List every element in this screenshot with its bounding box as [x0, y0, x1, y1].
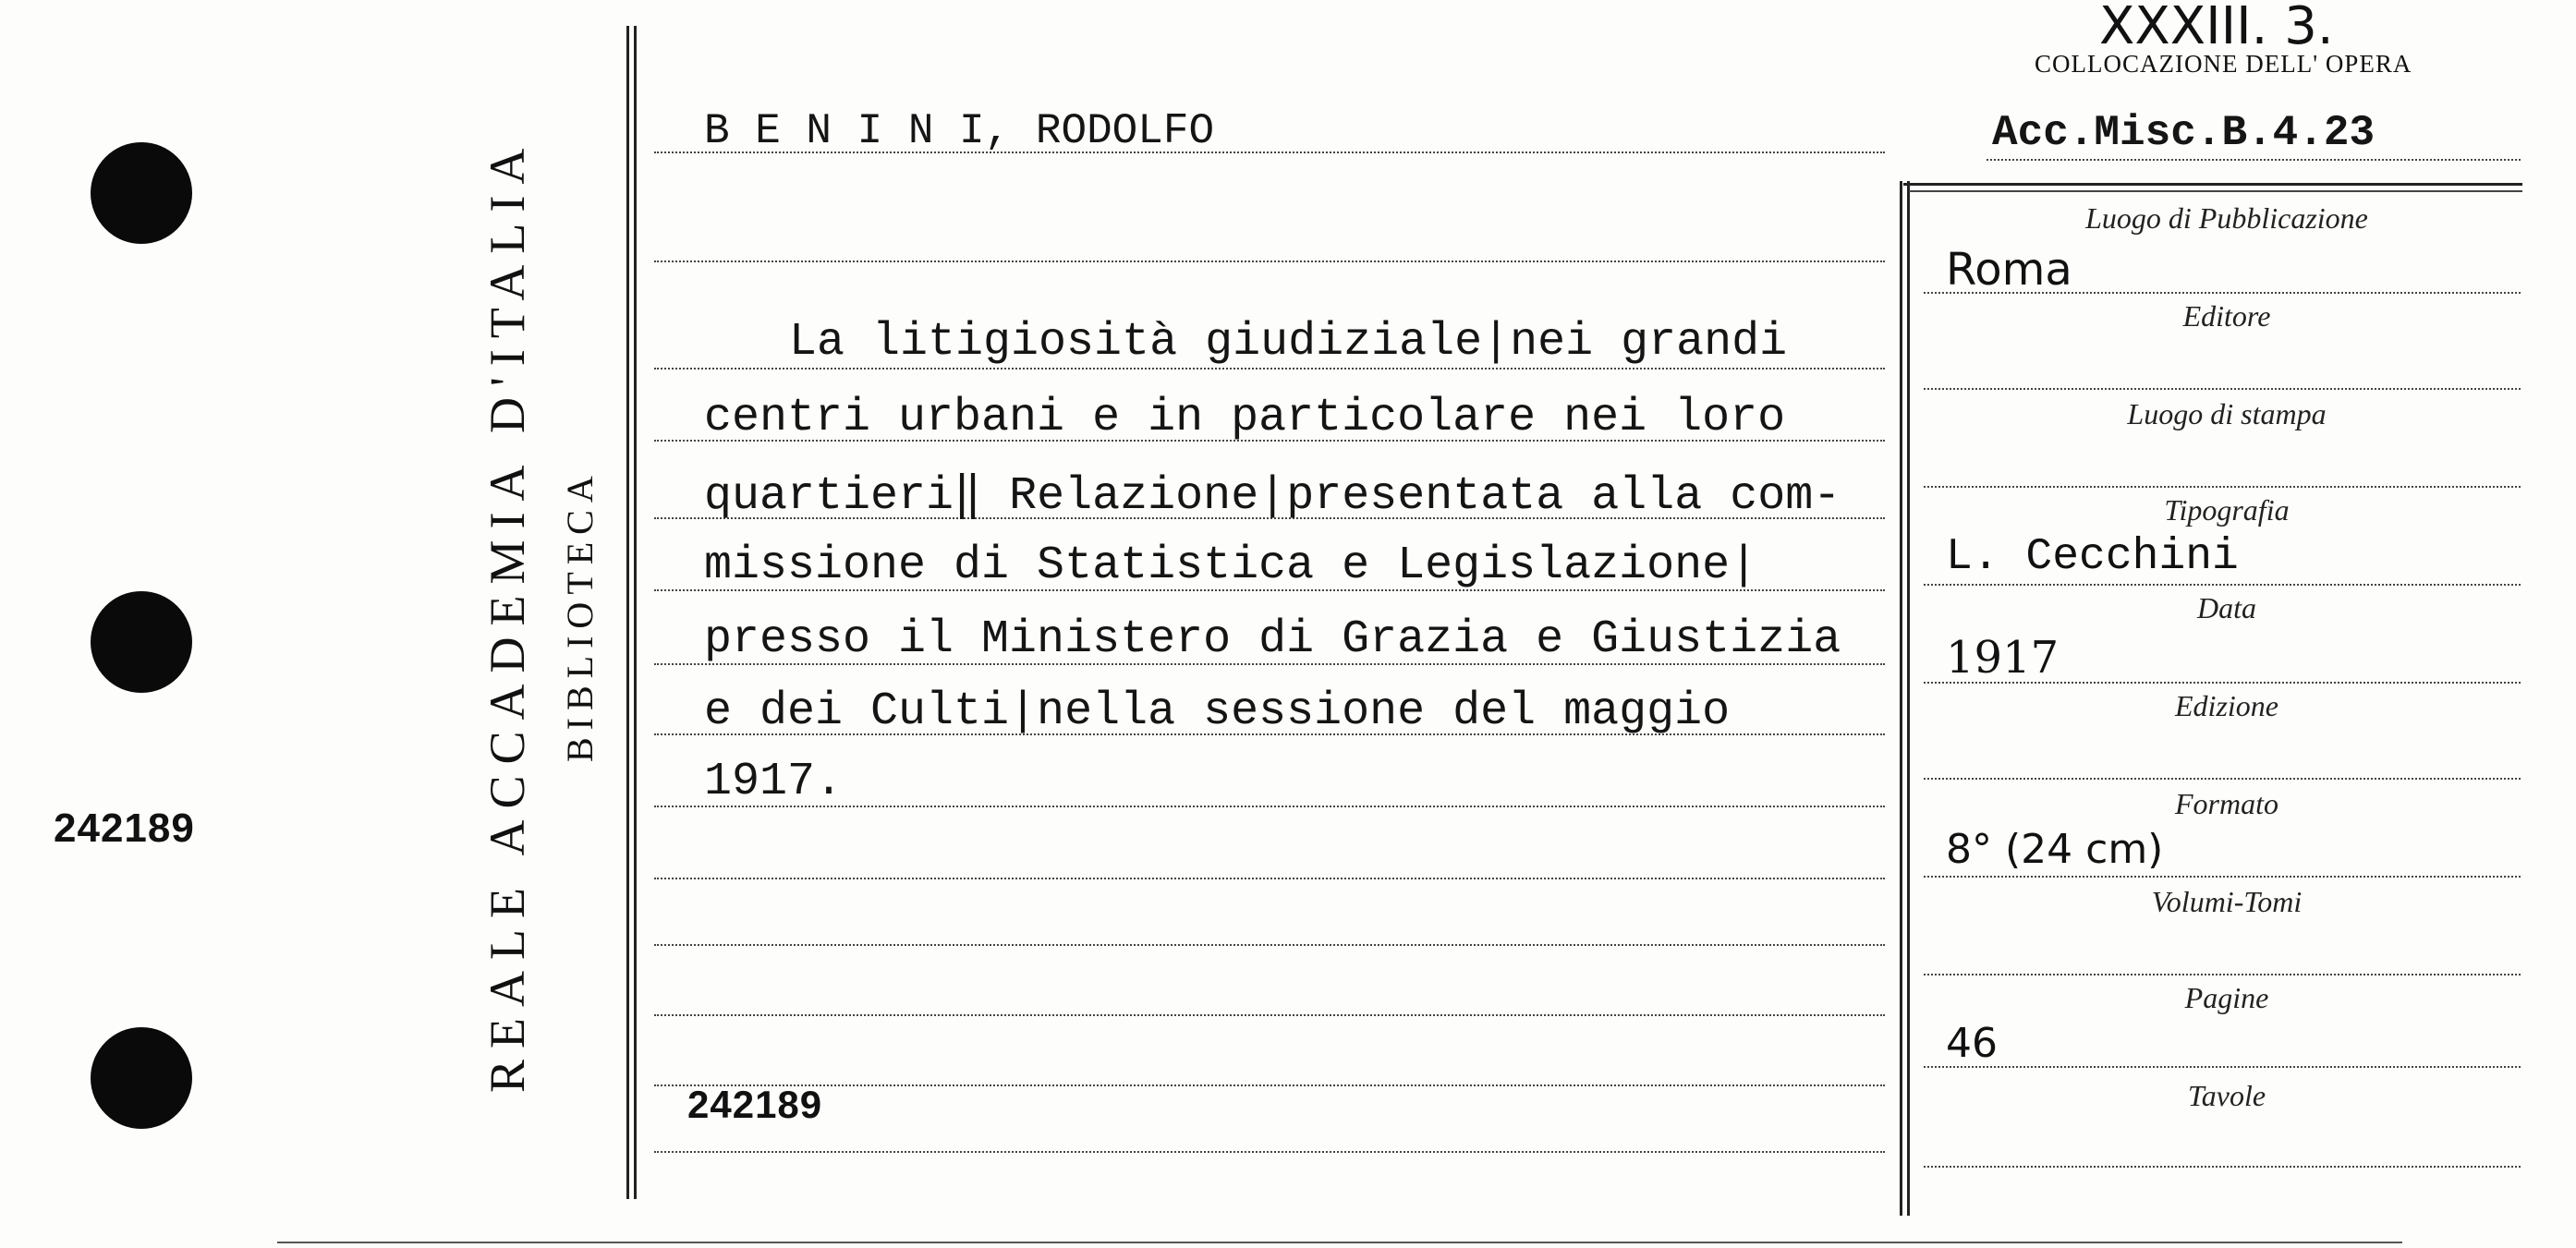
edizione-label: Edizione	[2175, 689, 2278, 722]
right-rule-4	[1924, 584, 2521, 586]
right-rule-7	[1924, 876, 2521, 878]
pagine-label: Pagine	[2184, 981, 2269, 1014]
main-rule-2	[654, 261, 1885, 262]
punch-hole-middle	[91, 591, 192, 693]
tipografia-value: L. Cecchini	[1946, 532, 2239, 582]
luogo-pubblicazione-label: Luogo di Pubblicazione	[2085, 201, 2368, 235]
data-value: 1917	[1946, 632, 2060, 684]
volumi-tomi-label: Volumi-Tomi	[2151, 885, 2303, 918]
right-rule-2	[1924, 388, 2521, 390]
tipografia-label: Tipografia	[2164, 493, 2290, 527]
inventory-number-left: 242189	[54, 806, 195, 851]
title-line-5: presso il Ministero di Grazia e Giustizia	[704, 613, 1841, 666]
main-rule-14	[654, 1151, 1885, 1153]
right-rule-8	[1924, 974, 2521, 975]
formato-value: 8° (24 cm)	[1946, 826, 2164, 873]
title-line-1: La litigiosità giudiziale|nei grandi	[789, 316, 1788, 369]
title-line-3: quartieri‖ Relazione|presentata alla com-	[704, 470, 1841, 523]
card-bottom-edge	[277, 1242, 2402, 1243]
collocation-handwritten: XXXIII. 3.	[2099, 0, 2334, 56]
right-rule-10	[1924, 1166, 2521, 1168]
collocation-label: COLLOCAZIONE DELL' OPERA	[2035, 50, 2412, 78]
right-box-rule-a	[1900, 181, 1902, 1216]
title-line-6: e dei Culti|nella sessione del maggio	[704, 685, 1731, 738]
right-rule-9	[1924, 1066, 2521, 1068]
shelfmark: Acc.Misc.B.4.23	[1992, 109, 2376, 157]
left-double-rule-b	[634, 26, 637, 1199]
right-rule-6	[1924, 778, 2521, 780]
main-rule-10	[654, 878, 1885, 879]
shelfmark-rule	[1987, 159, 2521, 161]
main-rule-12	[654, 1014, 1885, 1016]
pagine-value: 46	[1946, 1020, 1998, 1067]
title-line-7: 1917.	[704, 756, 844, 808]
right-rule-3	[1924, 486, 2521, 488]
main-rule-13	[654, 1084, 1885, 1086]
luogo-pubblicazione-value: Roma	[1946, 244, 2072, 296]
right-box-rule-b	[1907, 181, 1910, 1216]
institution-name: REALE ACCADEMIA D'ITALIA	[480, 137, 535, 1094]
punch-hole-bottom	[91, 1027, 192, 1129]
title-line-4: missione di Statistica e Legislazione|	[704, 539, 1758, 592]
main-rule-11	[654, 944, 1885, 946]
right-box-top-rule	[1903, 183, 2522, 186]
tavole-label: Tavole	[2187, 1079, 2266, 1112]
punch-hole-top	[91, 142, 192, 244]
data-label: Data	[2197, 591, 2256, 624]
editore-label: Editore	[2182, 299, 2271, 333]
right-rule-5	[1924, 682, 2521, 684]
left-double-rule-a	[626, 26, 629, 1199]
title-line-2: centri urbani e in particolare nei loro	[704, 392, 1786, 444]
formato-label: Formato	[2175, 787, 2278, 820]
right-box-top-rule-inner	[1909, 190, 2522, 192]
library-label: BIBLIOTECA	[559, 468, 601, 762]
luogo-stampa-label: Luogo di stampa	[2127, 397, 2327, 430]
inventory-number-bottom: 242189	[687, 1083, 823, 1126]
author-heading: B E N I N I, RODOLFO	[704, 107, 1215, 155]
right-rule-1	[1924, 292, 2521, 294]
